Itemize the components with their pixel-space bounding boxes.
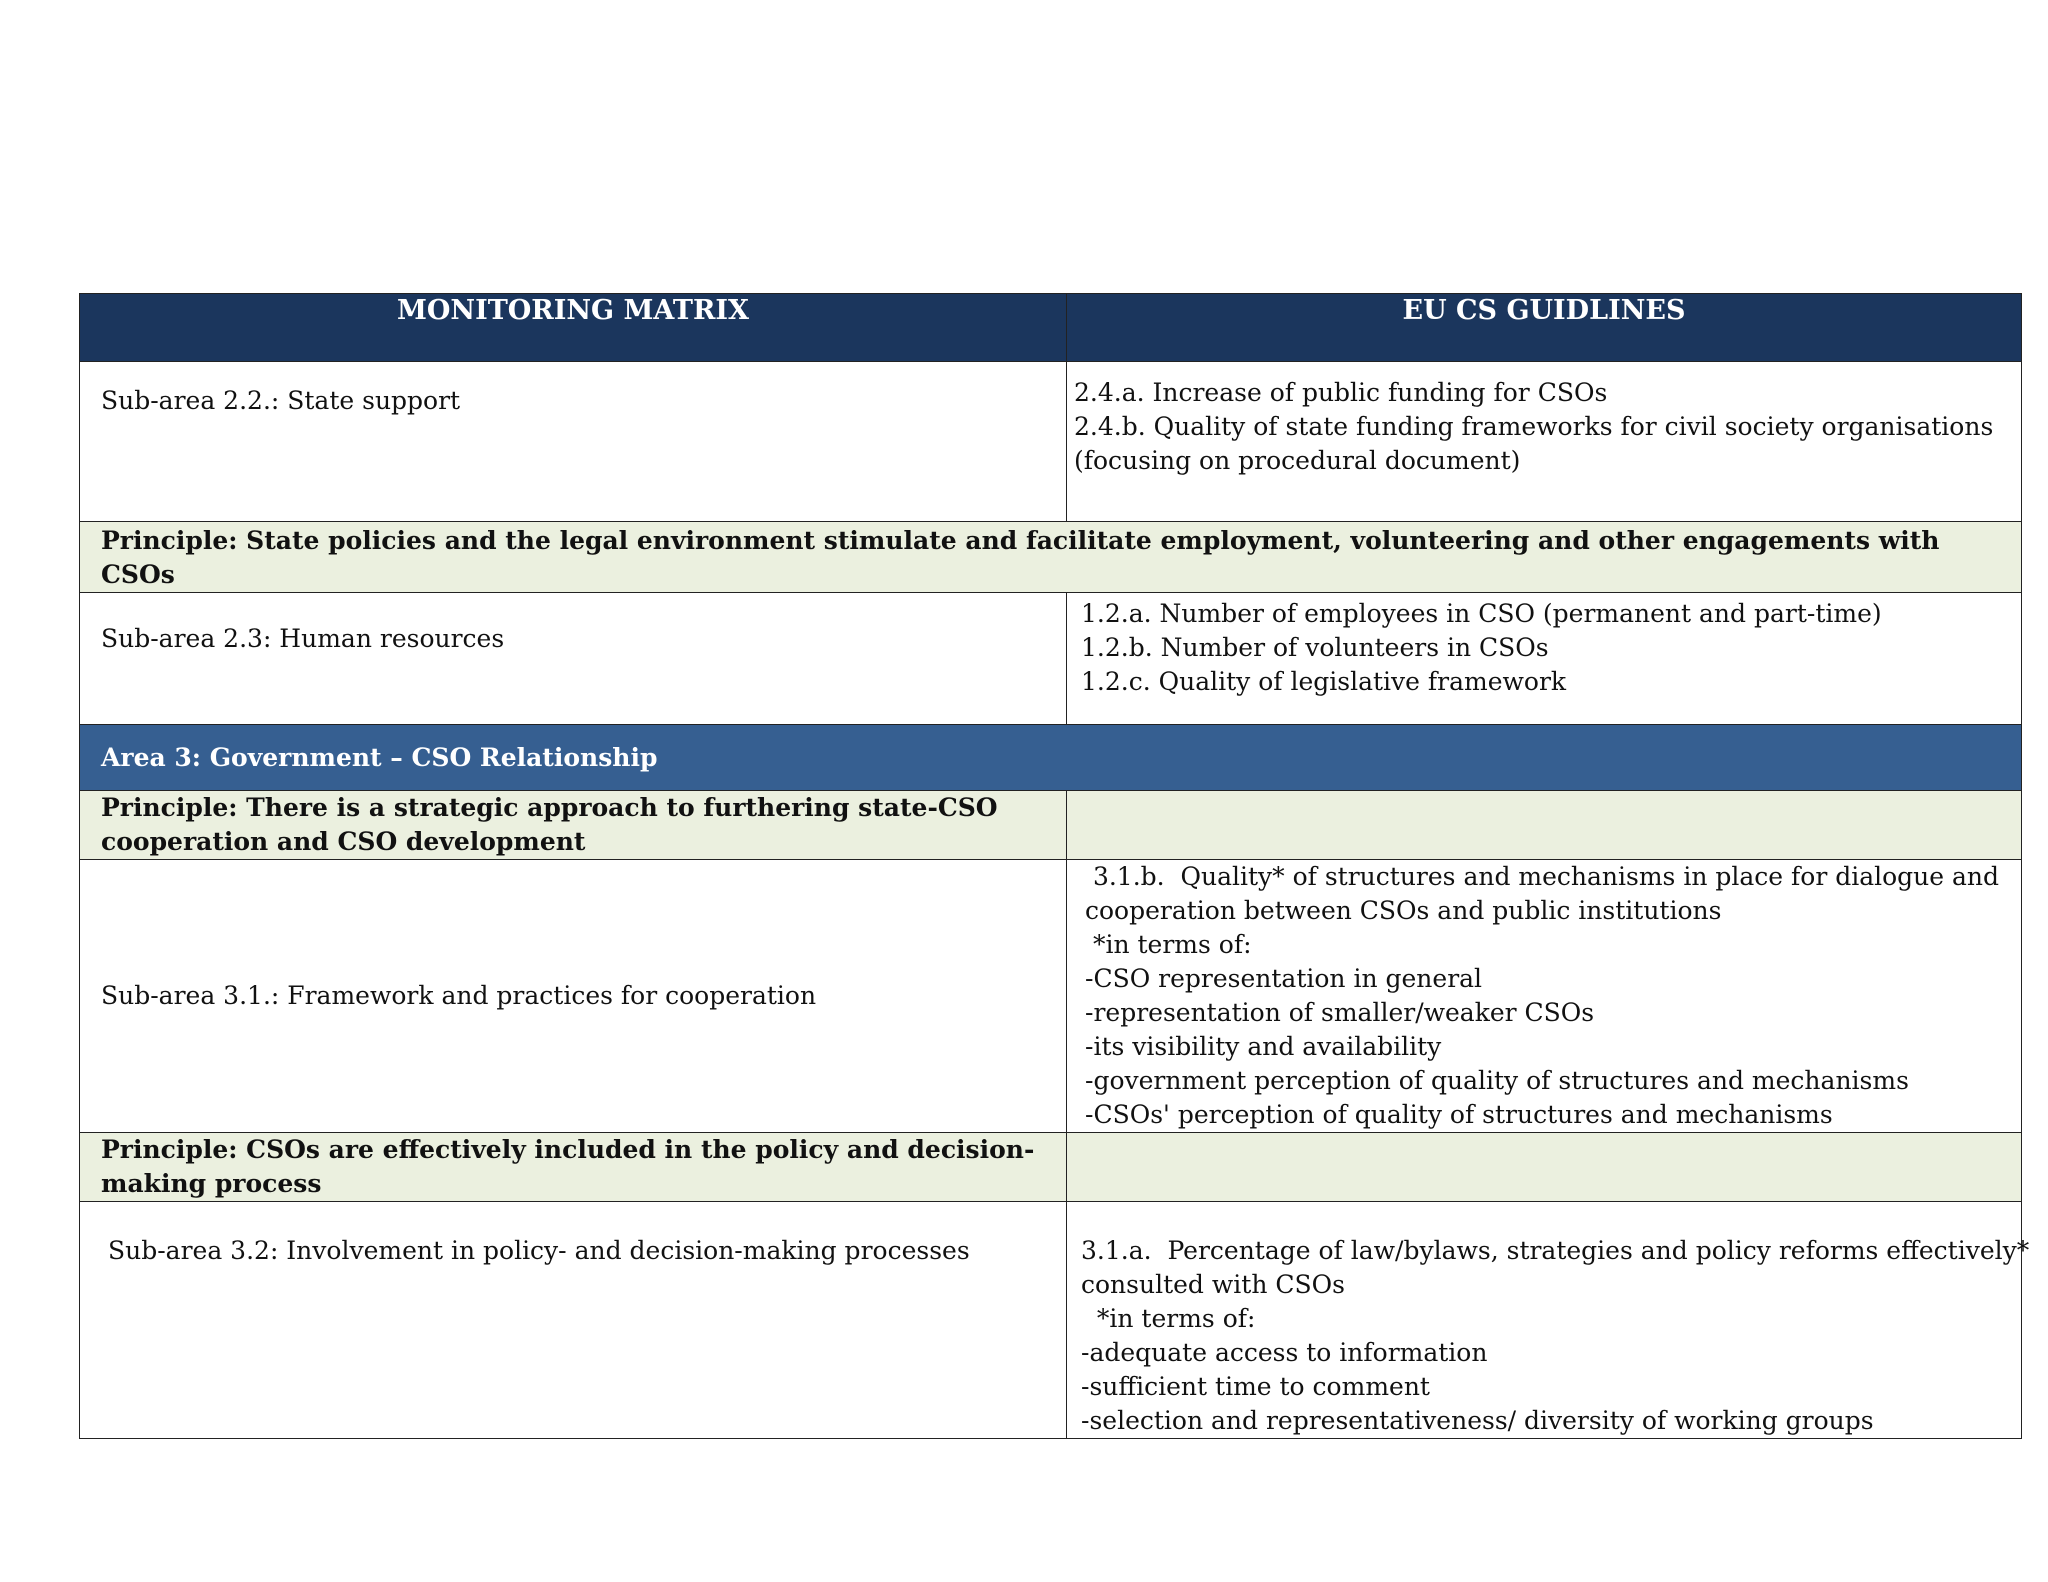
- header-eu-cs-guidelines: EU CS GUIDLINES: [1067, 294, 2022, 362]
- principle-employment: [80, 522, 2022, 593]
- guideline-line: -government perception of quality of structures and mechanisms: [1085, 1066, 1909, 1095]
- principle-row: [80, 791, 2022, 860]
- principle-row: [80, 1133, 2022, 1202]
- principle-text: Principle: CSOs are effectively included in the policy and decision-: [101, 1135, 1035, 1164]
- sub-area-label: Sub-area 3.1.: Framework and practices for cooperation: [101, 981, 817, 1010]
- guideline-line: *in terms of:: [1085, 930, 1252, 959]
- guideline-line: 1.2.a. Number of employees in CSO (permanent and part-time): [1081, 599, 1882, 628]
- sub-area-label: Sub-area 3.2: Involvement in policy- and decision-making processes: [108, 1236, 970, 1265]
- area-3-heading: [80, 725, 2022, 791]
- table-row: [80, 593, 2022, 725]
- guideline-cell: [1067, 860, 2022, 1133]
- area-title: Area 3: Government – CSO Relationship: [101, 742, 658, 772]
- guideline-line: 2.4.b. Quality of state funding frameworks for civil society organisations: [1074, 412, 1994, 441]
- guideline-line: -representation of smaller/weaker CSOs: [1085, 998, 1595, 1027]
- guideline-line: consulted with CSOs: [1081, 1270, 1345, 1299]
- principle-text: Principle: State policies and the legal environment stimulate and facilitate employment, volunteering and other engagements with CSOs: [101, 526, 1940, 589]
- sub-area-label: Sub-area 2.2.: State support: [101, 386, 461, 415]
- guideline-line: -its visibility and availability: [1085, 1032, 1442, 1061]
- guideline-line: (focusing on procedural document): [1074, 446, 1521, 475]
- guideline-line: -CSO representation in general: [1085, 964, 1483, 993]
- table-row: [80, 1202, 2022, 1439]
- principle-text: Principle: There is a strategic approach to furthering state-CSO: [101, 793, 998, 822]
- guideline-line: -adequate access to information: [1081, 1338, 1488, 1367]
- header-monitoring-matrix: MONITORING MATRIX: [80, 294, 1067, 362]
- sub-area-label: Sub-area 2.3: Human resources: [101, 624, 505, 653]
- table-row: [80, 362, 2022, 522]
- area-row: [80, 725, 2022, 791]
- sub-area-3-1-cell: [80, 860, 1067, 1133]
- table-row: [80, 860, 2022, 1133]
- sub-area-2-2-cell: [80, 362, 1067, 522]
- guideline-line: *in terms of:: [1081, 1304, 1256, 1333]
- monitoring-matrix-table: [79, 293, 2030, 1439]
- table-header-row: [80, 294, 2022, 362]
- guideline-line: 3.1.a. Percentage of law/bylaws, strategies and policy reforms effectively*: [1081, 1236, 2030, 1265]
- guideline-line: 2.4.a. Increase of public funding for CSOs: [1074, 378, 1608, 407]
- guideline-cell: [1067, 593, 2022, 725]
- principle-text: cooperation and CSO development: [101, 827, 586, 856]
- guideline-line: -selection and representativeness/ diversity of working groups: [1081, 1406, 1874, 1435]
- empty-cell: [1067, 791, 2022, 860]
- guideline-line: -sufficient time to comment: [1081, 1372, 1430, 1401]
- sub-area-3-2-cell: [80, 1202, 1067, 1439]
- guideline-cell: [1067, 1202, 2030, 1439]
- sub-area-2-3-cell: [80, 593, 1067, 725]
- guideline-line: 1.2.b. Number of volunteers in CSOs: [1081, 633, 1549, 662]
- principle-row: [80, 522, 2022, 593]
- guideline-line: cooperation between CSOs and public institutions: [1085, 896, 1722, 925]
- principle-strategic-approach: [80, 791, 1067, 860]
- principle-effective-inclusion: [80, 1133, 1067, 1202]
- guideline-line: 3.1.b. Quality* of structures and mechanisms in place for dialogue and: [1085, 862, 2000, 891]
- guideline-line: -CSOs' perception of quality of structures and mechanisms: [1085, 1100, 1833, 1129]
- principle-text: making process: [101, 1169, 322, 1198]
- guideline-line: 1.2.c. Quality of legislative framework: [1081, 667, 1567, 696]
- empty-cell: [1067, 1133, 2022, 1202]
- guideline-cell: [1067, 362, 2022, 522]
